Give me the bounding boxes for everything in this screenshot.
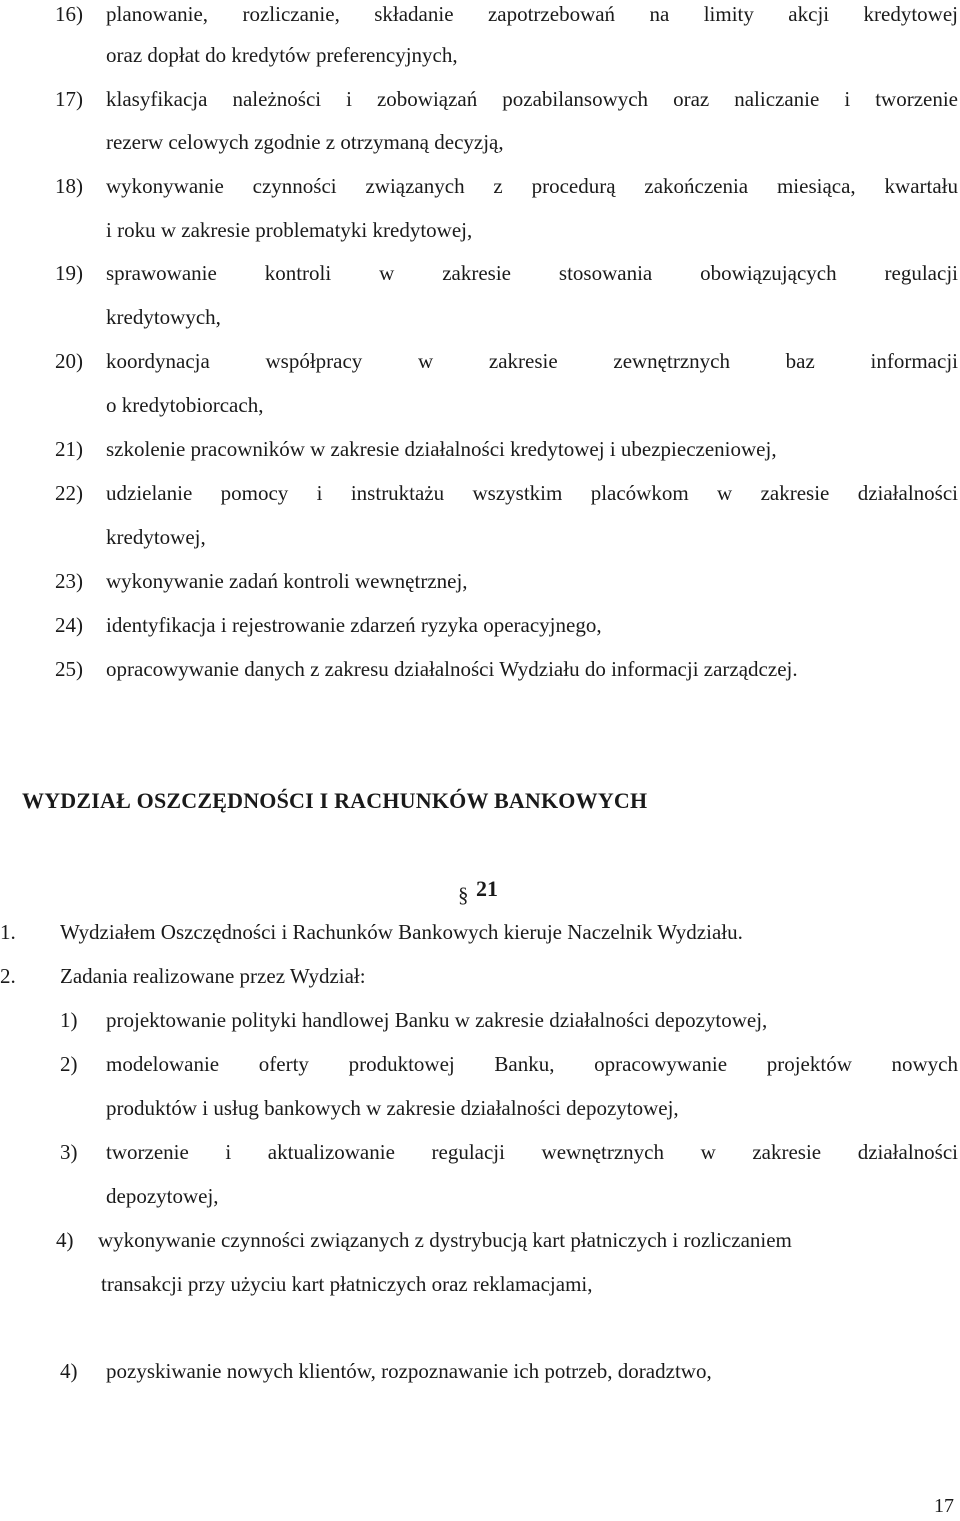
item-number: 16) bbox=[55, 2, 83, 26]
task-number: 4) bbox=[60, 1359, 78, 1383]
item-number: 17) bbox=[55, 87, 83, 111]
item-number: 19) bbox=[55, 261, 83, 285]
item-number: 23) bbox=[55, 569, 83, 593]
item-text: kredytowych, bbox=[106, 305, 221, 329]
point-text: Wydziałem Oszczędności i Rachunków Bankowych kieruje Naczelnik Wydziału. bbox=[60, 920, 743, 944]
task-text: produktów i usług bankowych w zakresie działalności depozytowej, bbox=[106, 1096, 679, 1120]
task-text: tworzenie i aktualizowanie regulacji wewnętrznych w zakresie działalności bbox=[106, 1140, 958, 1164]
point-number: 2. bbox=[0, 964, 16, 988]
item-number: 25) bbox=[55, 657, 83, 681]
task-number: 3) bbox=[60, 1140, 78, 1164]
task-text: wykonywanie czynności związanych z dystrybucją kart płatniczych i rozliczaniem bbox=[98, 1228, 792, 1252]
point-number: 1. bbox=[0, 920, 16, 944]
item-text: planowanie, rozliczanie, składanie zapotrzebowań na limity akcji kredytowej bbox=[106, 2, 958, 26]
task-number: 2) bbox=[60, 1052, 78, 1076]
item-text: wykonywanie zadań kontroli wewnętrznej, bbox=[106, 569, 468, 593]
item-text: o kredytobiorcach, bbox=[106, 393, 264, 417]
item-text: szkolenie pracowników w zakresie działalności kredytowej i ubezpieczeniowej, bbox=[106, 437, 777, 461]
item-text: i roku w zakresie problematyki kredytowej, bbox=[106, 218, 473, 242]
task-number: 1) bbox=[60, 1008, 78, 1032]
item-number: 24) bbox=[55, 613, 83, 637]
page-number: 17 bbox=[934, 1495, 954, 1517]
item-number: 18) bbox=[55, 174, 83, 198]
item-text: opracowywanie danych z zakresu działalności Wydziału do informacji zarządczej. bbox=[106, 657, 798, 681]
item-text: udzielanie pomocy i instruktażu wszystkim placówkom w zakresie działalności bbox=[106, 481, 958, 505]
item-text: oraz dopłat do kredytów preferencyjnych, bbox=[106, 43, 458, 67]
task-text: modelowanie oferty produktowej Banku, opracowywanie projektów nowych bbox=[106, 1052, 958, 1076]
item-text: koordynacja współpracy w zakresie zewnętrznych baz informacji bbox=[106, 349, 958, 373]
task-text: pozyskiwanie nowych klientów, rozpoznawanie ich potrzeb, doradztwo, bbox=[106, 1359, 712, 1383]
task-text: projektowanie polityki handlowej Banku w zakresie działalności depozytowej, bbox=[106, 1008, 768, 1032]
item-text: sprawowanie kontroli w zakresie stosowania obowiązujących regulacji bbox=[106, 261, 958, 285]
section-heading: WYDZIAŁ OSZCZĘDNOŚCI I RACHUNKÓW BANKOWYCH bbox=[22, 788, 648, 813]
item-number: 21) bbox=[55, 437, 83, 461]
item-number: 20) bbox=[55, 349, 83, 373]
item-text: kredytowej, bbox=[106, 525, 206, 549]
item-text: wykonywanie czynności związanych z procedurą zakończenia miesiąca, kwartału bbox=[106, 174, 958, 198]
item-text: klasyfikacja należności i zobowiązań pozabilansowych oraz naliczanie i tworzenie bbox=[106, 87, 958, 111]
item-text: rezerw celowych zgodnie z otrzymaną decyzją, bbox=[106, 130, 504, 154]
task-text: transakcji przy użyciu kart płatniczych oraz reklamacjami, bbox=[101, 1272, 593, 1296]
item-text: identyfikacja i rejestrowanie zdarzeń ryzyka operacyjnego, bbox=[106, 613, 602, 637]
task-number: 4) bbox=[56, 1228, 74, 1252]
paragraph-number: 21 bbox=[476, 876, 498, 901]
section-symbol: § bbox=[458, 883, 469, 907]
task-text: depozytowej, bbox=[106, 1184, 219, 1208]
point-text: Zadania realizowane przez Wydział: bbox=[60, 964, 366, 988]
item-number: 22) bbox=[55, 481, 83, 505]
